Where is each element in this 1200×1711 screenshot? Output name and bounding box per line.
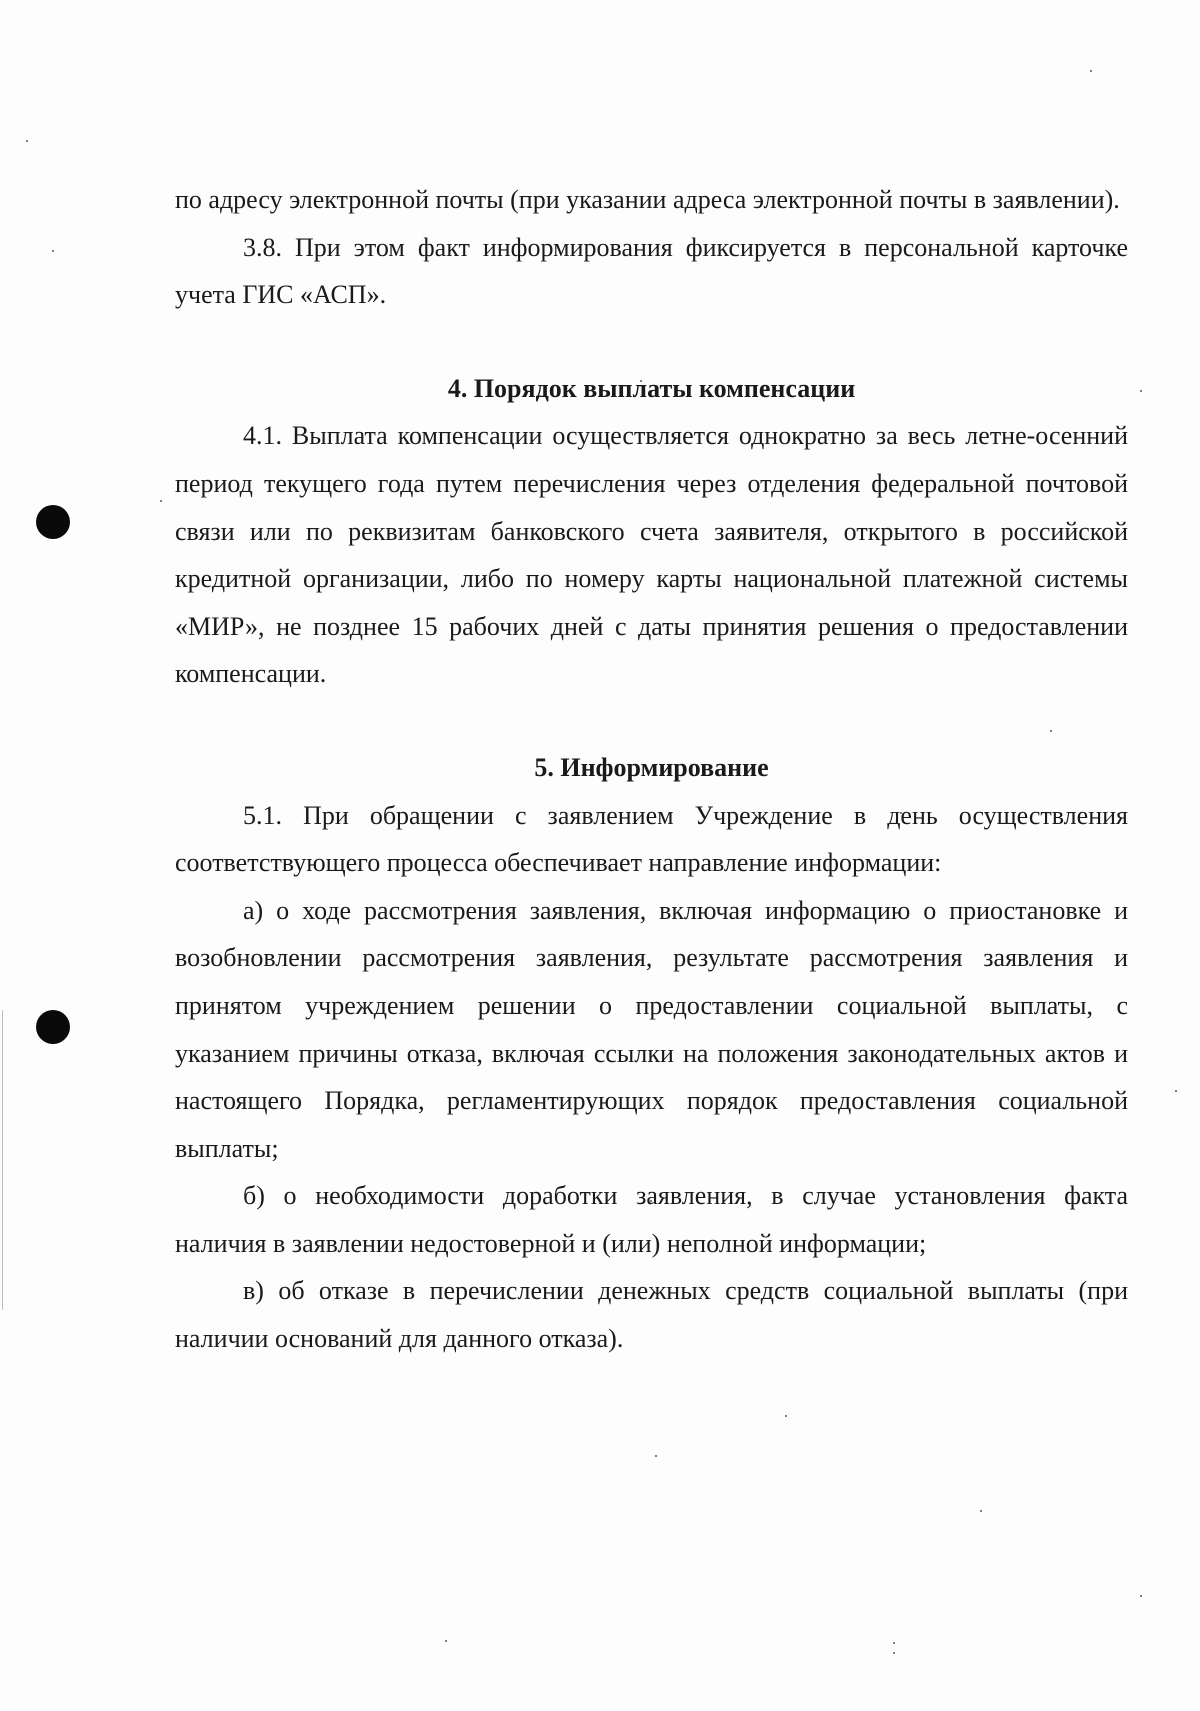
scan-speck	[52, 250, 54, 252]
scan-speck	[893, 1652, 895, 1654]
scan-speck	[785, 1415, 787, 1417]
scan-speck	[1140, 390, 1142, 392]
section-heading-5: 5. Информирование	[534, 752, 769, 782]
punch-hole-top	[36, 505, 70, 539]
scan-speck	[160, 500, 162, 502]
scan-speck	[445, 1640, 447, 1642]
paragraph-3-8: 3.8. При этом факт информирования фиксируется в персональной карточке учета ГИС «АСП».	[175, 232, 1128, 310]
scan-speck	[893, 1642, 895, 1644]
list-item-b: б) о необходимости доработки заявления, в случае установления факта наличия в заявлении недостоверной и (или) неполной информации;	[175, 1181, 1128, 1258]
scan-edge-line	[2, 1010, 3, 1310]
document-body	[175, 176, 1128, 1363]
punch-hole-bottom	[36, 1010, 70, 1044]
paragraph-4-1: 4.1. Выплата компенсации осуществляется однократно за весь летне-осенний период текущего года путем перечисления через отделения федеральной почтовой связи или по реквизитам банковского счета заявителя, открытого в российской кредитной организации, либо по номеру карты национальной платежной системы «МИР», не позднее 15 рабочих дней с даты принятия решения о предоставлении компенсации.	[175, 421, 1128, 689]
list-item-a: а) о ходе рассмотрения заявления, включая информацию о приостановке и возобновлении рассмотрения заявления, результате рассмотрения заявления и принятом учреждением решении о предоставлении социальной выплаты, с указанием причины отказа, включая ссылки на положения законодательных актов и настоящего Порядка, регламентирующих порядок предоставления социальной выплаты;	[175, 895, 1128, 1163]
scan-speck	[1175, 1090, 1177, 1092]
scan-speck	[655, 1455, 657, 1457]
scan-speck	[980, 1510, 982, 1512]
list-item-v: в) об отказе в перечислении денежных средств социальной выплаты (при наличии оснований для данного отказа).	[175, 1276, 1128, 1354]
scan-speck	[1140, 1595, 1142, 1597]
paragraph-5-1: 5.1. При обращении с заявлением Учреждение в день осуществления соответствующего процесса обеспечивает направление информации:	[175, 800, 1128, 878]
scan-speck	[1090, 70, 1092, 72]
section-heading-4: 4. Порядок выплаты компенсации	[447, 373, 856, 403]
scan-speck	[26, 140, 28, 142]
paragraph-address-continuation: по адресу электронной почты (при указании адреса электронной почты в заявлении).	[175, 185, 1120, 214]
